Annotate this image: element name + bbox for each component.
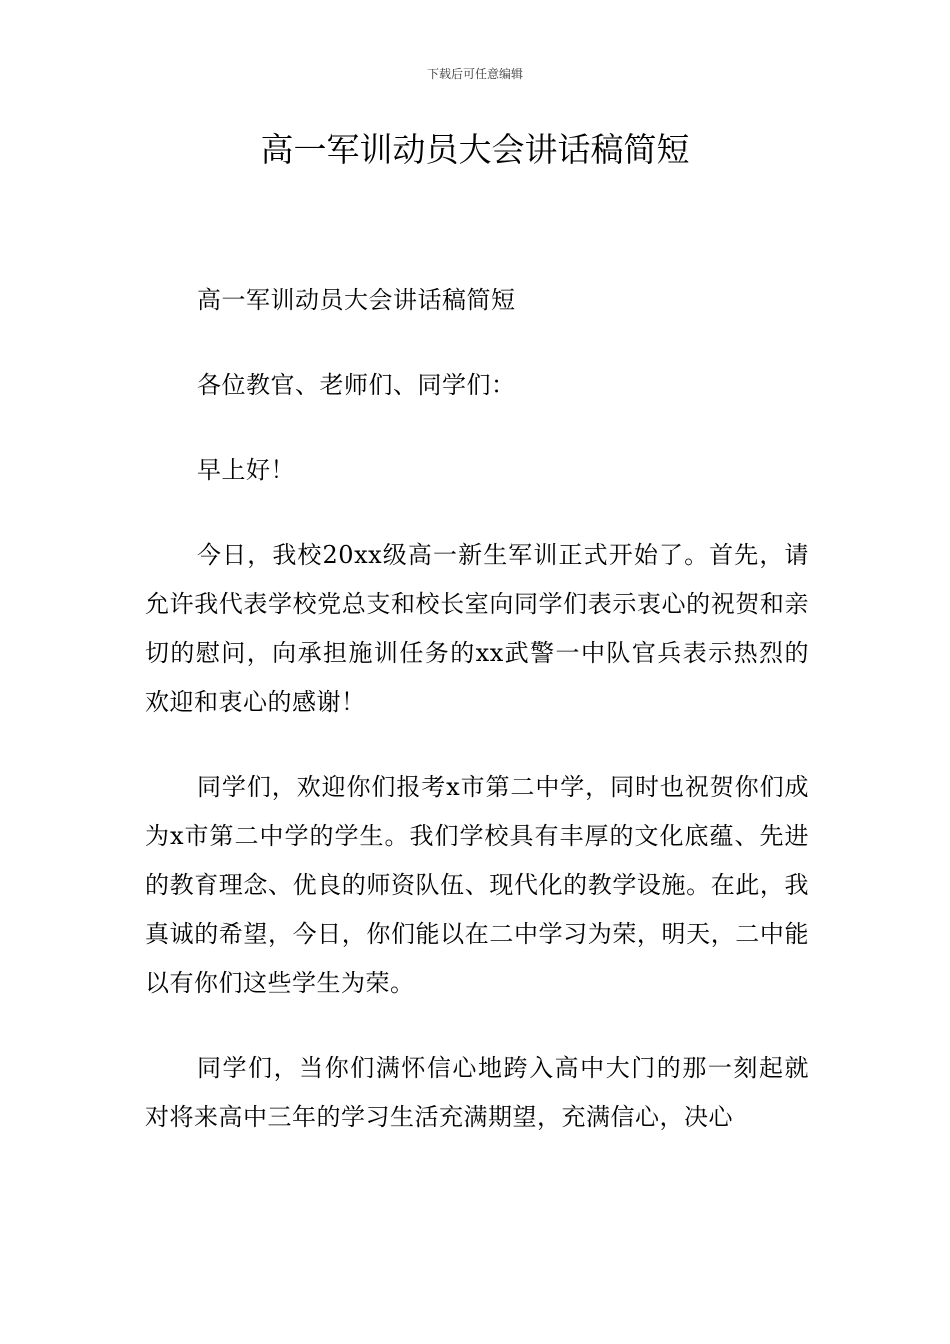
paragraph-subtitle: 高一军训动员大会讲话稿简短 [197,286,516,314]
document-title: 高一军训动员大会讲话稿简短 [260,130,690,169]
document-body [145,276,809,1178]
paragraph-salutation: 各位教官、老师们、同学们： [197,371,516,399]
paragraph-body: 同学们，当你们满怀信心地跨入高中大门的那一刻起就对将来高中三年的学习生活充满期望，充满信心，决心 [145,1054,809,1131]
paragraph-body: 今日，我校20xx级高一新生军训正式开始了。首先，请允许我代表学校党总支和校长室向同学们表示衷心的祝贺和亲切的慰问，向承担施训任务的xx武警一中队官兵表示热烈的欢迎和衷心的感谢！ [145,541,809,716]
header-note: 下载后可任意编辑 [426,67,523,81]
paragraph-greeting: 早上好！ [197,456,295,484]
paragraph-body: 同学们，欢迎你们报考x市第二中学，同时也祝贺你们成为x市第二中学的学生。我们学校具有丰厚的文化底蕴、先进的教育理念、优良的师资队伍、现代化的教学设施。在此，我真诚的希望，今日，你们能以在二中学习为荣，明天，二中能以有你们这些学生为荣。 [145,773,809,997]
